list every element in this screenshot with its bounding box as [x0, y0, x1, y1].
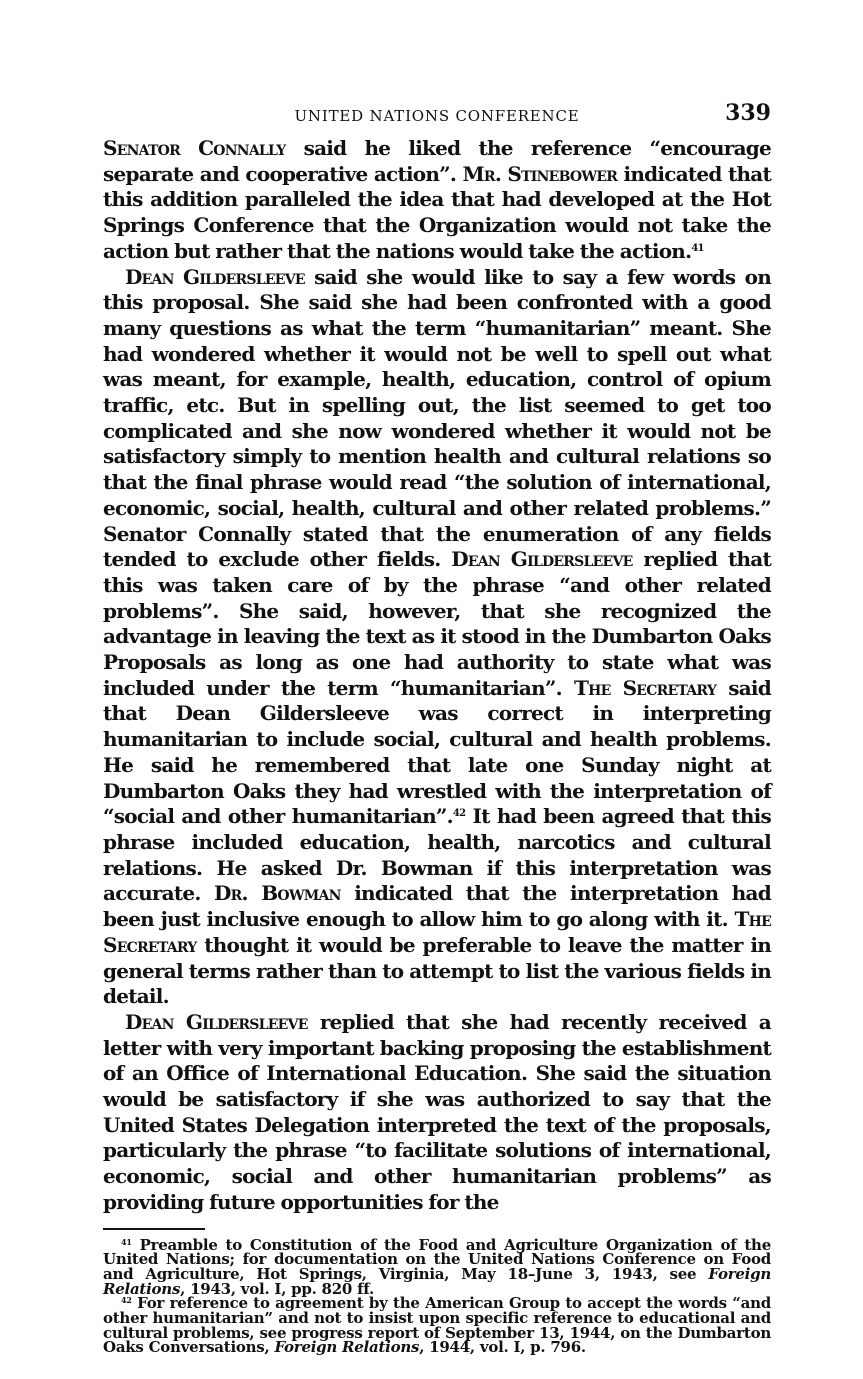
text-run: indicated that this addition paralleled the idea that had developed at the Hot Springs Conference that the Organization would not take the action but rather that the nations would take the action.: [103, 161, 771, 263]
text-run: , 1943, vol. I, pp. 820 ff.: [180, 1279, 374, 1298]
footnote-reference: 41: [691, 242, 704, 254]
speaker-name: Mr. Stinebower: [462, 161, 618, 186]
text-run: said she would like to say a few words on this proposal. She said she had been confronted with a good many questions as what the term “humanitarian” meant. She had wondered whether it would not be well to spell out what was meant, for example, health, education, control of opium traffic, etc. But in spelling out, the list seemed to get too complicated and she now wondered whether it would not be satisfactory simply to mention health and cultural relations so that the final phrase would read “the solution of international, economic, social, health, cultural and other related problems.” Senator Connally stated that the enumeration of any fields tended to exclude other fields.: [103, 264, 771, 572]
footnote: [103, 1235, 771, 1298]
text-run: It had been agreed that this phrase included education, health, narcotics and cultural relations. He asked Dr. Bowman if this interpretation was accurate.: [103, 804, 771, 906]
speaker-name: The Secretary: [573, 675, 717, 700]
footnote-reference: 42: [121, 1295, 132, 1306]
paragraph: [103, 265, 771, 1010]
speaker-name: Dean Gildersleeve: [451, 547, 633, 572]
speaker-name: The Secretary: [103, 907, 771, 957]
text-run: indicated that the interpretation had been just inclusive enough to allow him to go along with it.: [103, 881, 771, 932]
text-run: said that Dean Gildersleeve was correct in interpreting humanitarian to include social, cultural and health problems. He said he remembered that late one Sunday night at Dumbarton Oaks they had wrestled with the interpretation of “social and other humanitarian”.: [103, 675, 771, 829]
text-run: said he liked the reference “encourage separate and cooperative action”.: [103, 136, 771, 186]
footnote: [103, 1296, 771, 1355]
text-run: , 1944, vol. I, p. 796.: [419, 1338, 586, 1357]
italic-text: Foreign Relations: [103, 1264, 771, 1298]
text-run: replied that she had recently received a letter with very important backing proposing the establishment of an Office of International Education. She said the situation would be satisfactory if she was authorized to say that the United States Delegation interpreted the text of the proposals, particularly the phrase “to facilitate solutions of international, economic, social and other humanitarian problems” as providing future opportunities for the: [103, 1009, 771, 1214]
footnotes: [103, 1235, 771, 1357]
footnote-reference: 42: [452, 808, 466, 820]
footnote-divider: [103, 1228, 205, 1230]
text-run: thought it would be preferable to leave the matter in general terms rather than to attempt to list the various fields in detail.: [103, 932, 771, 1009]
text-run: Preamble to Constitution of the Food and Agriculture Organization of the United Nations; for documentation on the United Nations Conference on Food and Agriculture, Hot Springs, Virginia, May 18–June 3, 1943, see: [103, 1235, 771, 1283]
paragraph: [103, 136, 771, 265]
text-run: replied that this was taken care of by the phrase “and other related problems”. She said, however, that she recognized the advantage in leaving the text as it stood in the Dumbarton Oaks Proposals as long as one had authority to state what was included under the term “humanitarian”.: [103, 547, 771, 700]
speaker-name: Dr. Bowman: [214, 881, 341, 906]
text-run: For reference to agreement by the American Group to accept the words “and other humanitarian” and not to insist upon specific reference to educational and cultural problems, see progress report of September 13, 1944, on the Dumbarton Oaks Conversations,: [103, 1294, 771, 1357]
body-text: [103, 136, 771, 1216]
speaker-name: Dean Gildersleeve: [125, 1009, 308, 1034]
page-number: 339: [725, 100, 771, 126]
paragraph: [103, 1010, 771, 1216]
speaker-name: Senator Connally: [103, 136, 286, 160]
speaker-name: Dean Gildersleeve: [125, 264, 305, 289]
footnote-reference: 41: [121, 1236, 132, 1247]
page-header: [103, 96, 771, 136]
running-head: UNITED NATIONS CONFERENCE: [294, 107, 580, 125]
document-page: [103, 96, 771, 1355]
italic-text: Foreign Relations: [274, 1338, 420, 1357]
